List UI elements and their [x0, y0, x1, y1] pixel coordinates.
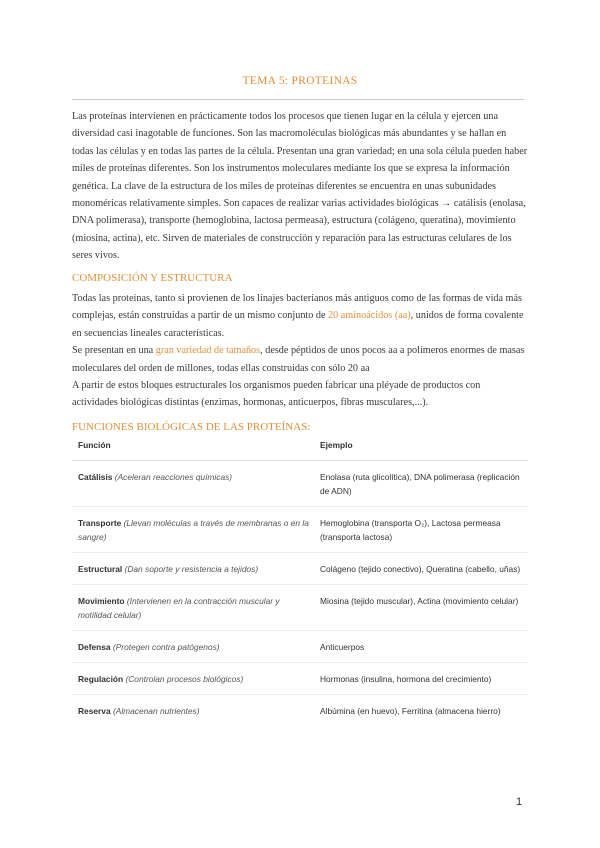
table-header-row	[72, 436, 528, 461]
function-cell	[72, 631, 314, 663]
example-cell: Hemoglobina (transporta O₂), Lactosa permeasa (transporta lactosa)	[314, 507, 528, 553]
table-row	[72, 663, 528, 695]
composition-paragraph-2: Se presentan en una gran variedad de tamaños, desde péptidos de unos pocos aa a polímeros enormes de masas moleculares del orden de millones, todas ellas construidas con sólo 20 aa	[72, 345, 525, 374]
function-name: Regulación	[78, 674, 124, 684]
functions-table	[72, 436, 528, 726]
function-name: Defensa	[78, 642, 111, 652]
table-row	[72, 631, 528, 663]
function-name: Transporte	[78, 518, 122, 528]
highlight-size-variety: gran variedad de tamaños	[155, 345, 261, 357]
function-description: (Almacenan nutrientes)	[112, 706, 200, 716]
function-name: Movimiento	[78, 596, 125, 606]
table-row	[72, 507, 528, 553]
title-divider	[72, 99, 524, 100]
table-row	[72, 585, 528, 631]
function-cell	[72, 553, 314, 585]
composition-paragraph-1: Todas las proteínas, tanto si provienen de los linajes bacterianos más antiguos como de las formas de vida más complejas, están construidas a partir de un mismo conjunto de 20 aminoácidos (aa), unidos de forma covalente en secuencias lineales características.	[72, 293, 524, 339]
section-heading-functions: FUNCIONES BIOLÓGICAS DE LAS PROTEÍNAS:	[72, 421, 311, 433]
table-row	[72, 695, 528, 727]
table-row	[72, 553, 528, 585]
intro-paragraph: Las proteínas intervienen en prácticamente todos los procesos que tienen lugar en la célula y ejercen una diversidad casi inagotable de funciones. Son las macromoléculas biológicas más abundantes y se hallan en todas las células y en todas las partes de la célula. Presentan una gran variedad; en una sola célula pueden haber miles de proteínas diferentes. Son los instrumentos moleculares mediante los que se expresa la información genética. La clave de la estructura de los miles de proteínas diferentes se encuentra en unas subunidades monoméricas relativamente simples. Son capaces de realizar varias actividades biológicas → catálisis (enolasa, DNA polimerasa), transporte (hemoglobina, lactosa permeasa), estructura (colágeno, queratina), movimiento (miosina, actina), etc. Sirven de materiales de construcción y reparación para las estructuras celulares de los seres vivos.	[72, 111, 528, 262]
function-description: (Llevan moléculas a través de membranas o en la sangre)	[78, 518, 309, 542]
example-cell: Anticuerpos	[314, 631, 528, 663]
function-description: (Controlan procesos biológicos)	[125, 674, 244, 684]
page-title: TEMA 5: PROTEINAS	[242, 75, 358, 87]
example-cell: Albúmina (en huevo), Ferritina (almacena hierro)	[320, 706, 501, 716]
function-description: (Protegen contra patógenos)	[112, 642, 220, 652]
section-heading-composition: COMPOSICIÓN Y ESTRUCTURA	[72, 272, 233, 284]
function-name: Reserva	[78, 706, 111, 716]
example-cell: Colágeno (tejido conectivo), Queratina (cabello, uñas)	[314, 553, 528, 585]
example-cell: Hormonas (insulina, hormona del crecimiento)	[314, 663, 528, 695]
function-name: Estructural	[78, 564, 123, 574]
function-cell	[72, 695, 314, 727]
function-name: Catálisis	[78, 472, 113, 482]
example-cell: Enolasa (ruta glicolítica), DNA polimerasa (replicación de ADN)	[314, 461, 528, 507]
function-description: (Aceleran reacciones químicas)	[114, 472, 233, 482]
function-description: (Dan soporte y resistencia a tejidos)	[124, 564, 259, 574]
composition-text	[72, 290, 528, 412]
function-cell	[72, 585, 314, 631]
example-cell: Miosina (tejido muscular), Actina (movimiento celular)	[314, 585, 528, 631]
page-number: 1	[516, 796, 523, 808]
table-row	[72, 461, 528, 507]
function-cell	[72, 507, 314, 553]
function-description: (Intervienen en la contracción muscular y motilidad celular)	[78, 596, 280, 620]
column-header-function: Función	[72, 436, 314, 461]
highlight-amino-acids: 20 aminoácidos (aa)	[328, 310, 411, 322]
function-cell	[72, 461, 314, 507]
composition-paragraph-3: A partir de estos bloques estructurales los organismos pueden fabricar una pléyade de productos con actividades biológicas distintas (enzimas, hormonas, anticuerpos, fibras musculares,...).	[72, 380, 481, 409]
function-cell	[72, 663, 314, 695]
column-header-example: Ejemplo	[314, 436, 528, 461]
